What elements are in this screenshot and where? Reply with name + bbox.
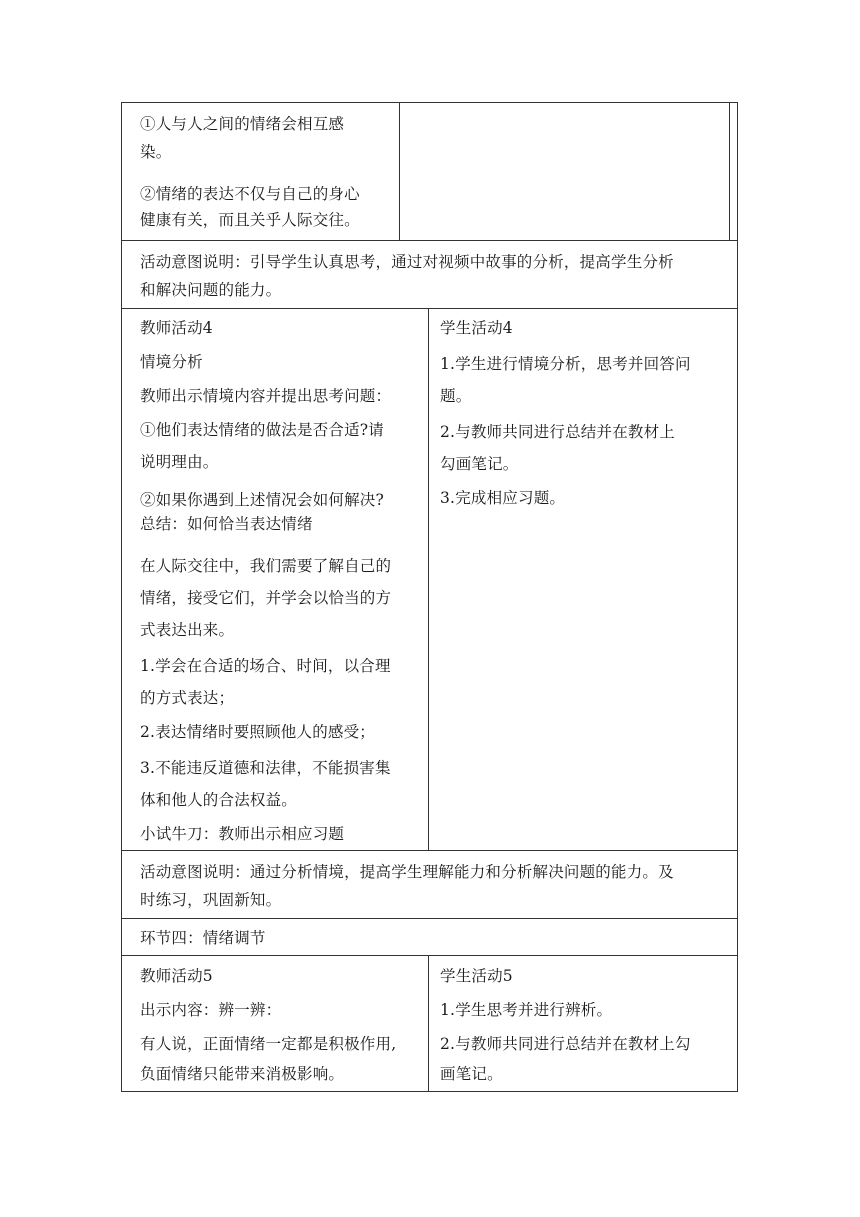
activity-intent-line: 和解决问题的能力。	[140, 281, 282, 299]
teacher-activity-line: 教师活动4	[140, 319, 213, 337]
row-divider	[121, 850, 738, 851]
student-activity-line: 勾画笔记。	[440, 455, 519, 473]
teacher-activity-line: 负面情绪只能带来消极影响。	[140, 1065, 345, 1083]
teacher-activity-line: 2.表达情绪时要照顾他人的感受；	[140, 723, 375, 741]
activity-intent-line: 活动意图说明：通过分析情境，提高学生理解能力和分析解决问题的能力。及	[140, 863, 674, 881]
section-heading: 环节四：情绪调节	[140, 929, 266, 947]
row-divider	[121, 308, 738, 309]
teacher-activity-line: 的方式表达；	[140, 689, 235, 707]
teacher-activity-line: 式表达出来。	[140, 621, 235, 639]
row-divider	[121, 955, 738, 956]
student-activity-line: 3.完成相应习题。	[440, 489, 566, 507]
table-border-right	[737, 102, 738, 1092]
student-activity-line: 学生活动4	[440, 319, 513, 337]
row1-left-text-line: 健康有关，而且关乎人际交往。	[140, 211, 360, 229]
row1-left-text-line: ①人与人之间的情绪会相互感	[140, 115, 345, 133]
teacher-activity-line: 教师活动5	[140, 967, 213, 985]
table-border-bottom	[121, 1091, 738, 1092]
teacher-activity-line: ②如果你遇到上述情况会如何解决?	[140, 491, 385, 509]
teacher-activity-line: 在人际交往中，我们需要了解自己的	[140, 557, 392, 575]
teacher-activity-line: 有人说，正面情绪一定都是积极作用,	[140, 1035, 397, 1053]
teacher-activity-line: 说明理由。	[140, 453, 219, 471]
teacher-activity-line: 情绪，接受它们，并学会以恰当的方	[140, 589, 392, 607]
teacher-activity-line: 教师出示情境内容并提出思考问题：	[140, 387, 392, 405]
teacher-activity-line: 体和他人的合法权益。	[140, 791, 298, 809]
teacher-activity-line: 出示内容：辨一辨：	[140, 1001, 282, 1019]
teacher-activity-line: 情境分析	[140, 353, 203, 371]
row1-left-text-line: ②情绪的表达不仅与自己的身心	[140, 185, 360, 203]
student-activity-line: 1.学生进行情境分析，思考并回答问	[440, 355, 691, 373]
row1-left-text-line: 染。	[140, 143, 172, 161]
table-border-top	[121, 102, 738, 103]
student-activity-line: 2.与教师共同进行总结并在教材上勾	[440, 1035, 691, 1053]
student-activity-line: 题。	[440, 387, 472, 405]
row-divider	[121, 918, 738, 919]
teacher-activity-line: 1.学会在合适的场合、时间，以合理	[140, 657, 391, 675]
teacher-activity-line: 小试牛刀：教师出示相应习题	[140, 825, 345, 843]
student-activity-line: 1.学生思考并进行辨析。	[440, 1001, 613, 1019]
row1-column-divider	[399, 102, 400, 240]
teacher-activity-line: ①他们表达情绪的做法是否合适?请	[140, 421, 385, 439]
row3-column-divider	[428, 308, 429, 850]
row1-right-inner-line	[729, 102, 730, 240]
row6-column-divider	[428, 955, 429, 1091]
teacher-activity-line: 3.不能违反道德和法律，不能损害集	[140, 759, 391, 777]
row-divider	[121, 240, 738, 241]
table-border-left	[121, 102, 122, 1092]
student-activity-line: 画笔记。	[440, 1065, 503, 1083]
activity-intent-line: 活动意图说明：引导学生认真思考，通过对视频中故事的分析，提高学生分析	[140, 253, 674, 271]
activity-intent-line: 时练习，巩固新知。	[140, 891, 282, 909]
student-activity-line: 学生活动5	[440, 967, 513, 985]
student-activity-line: 2.与教师共同进行总结并在教材上	[440, 423, 675, 441]
teacher-activity-line: 总结：如何恰当表达情绪	[140, 515, 313, 533]
